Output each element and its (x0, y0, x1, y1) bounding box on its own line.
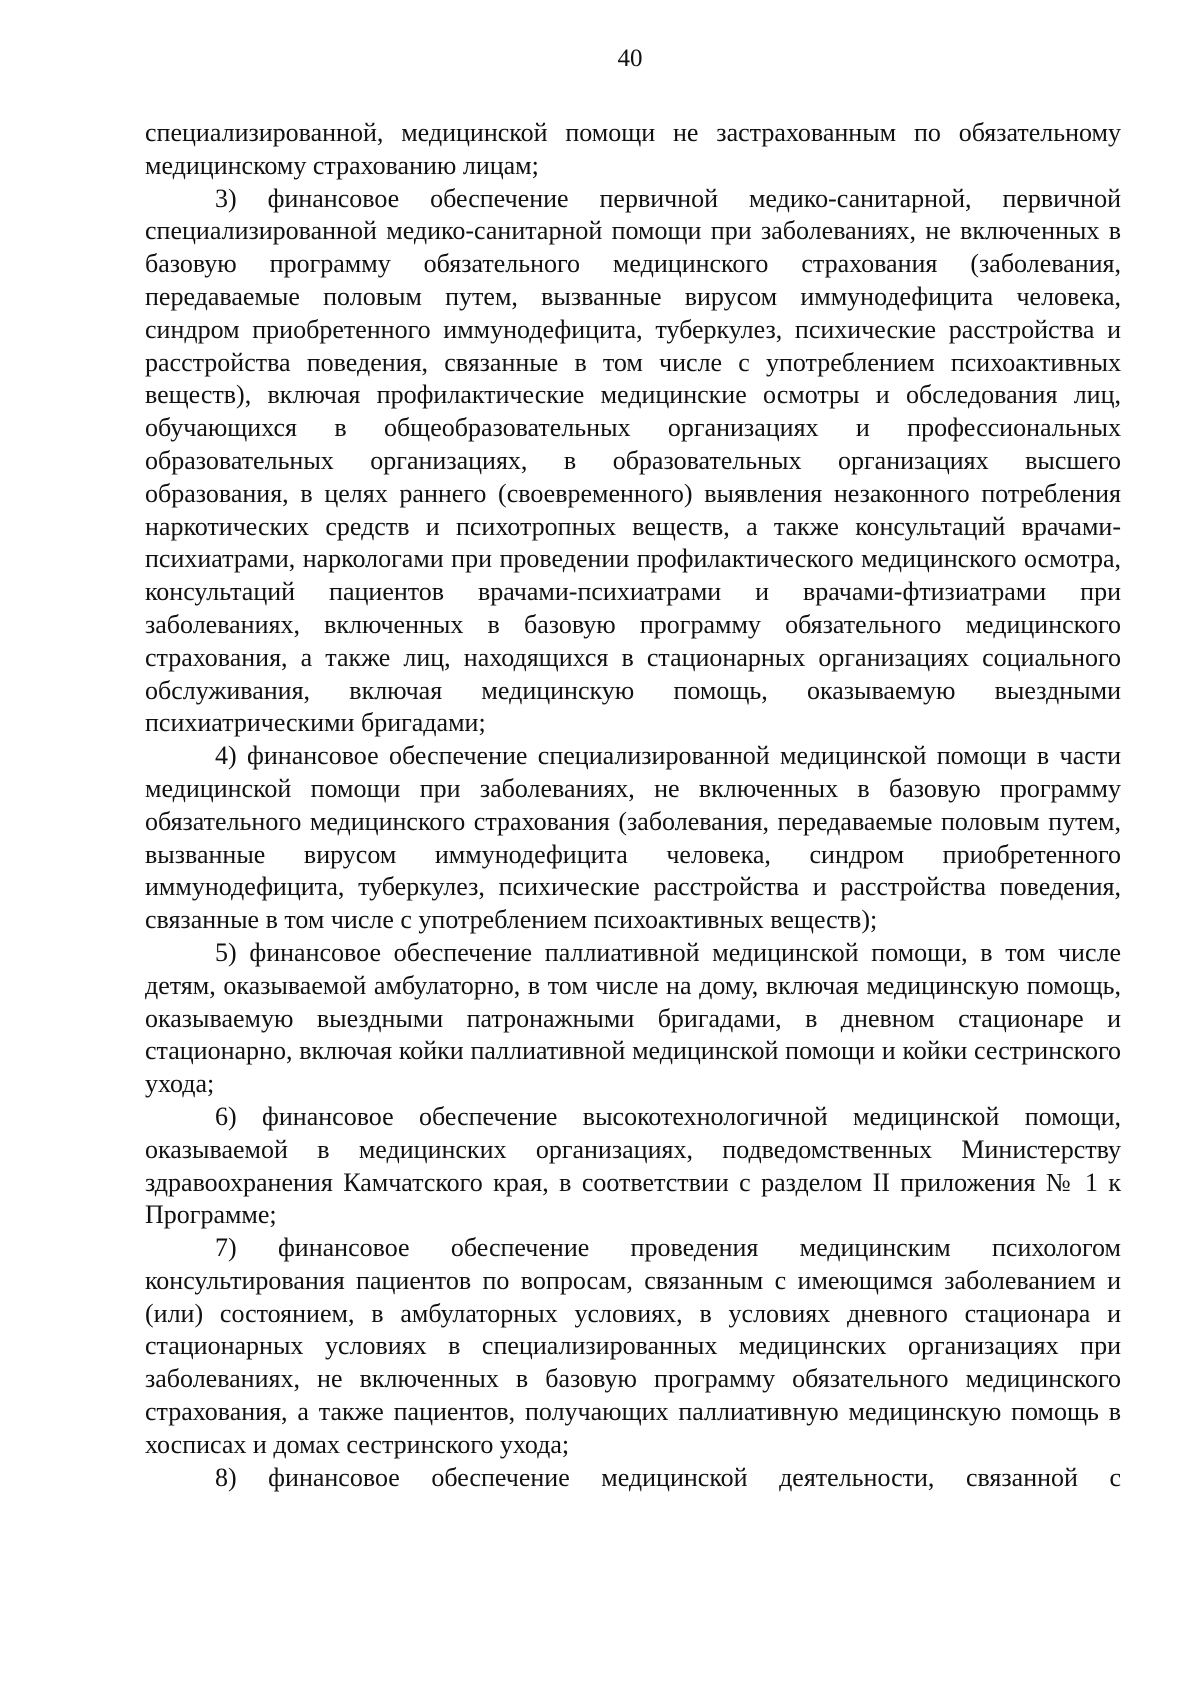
paragraph-item-7: 7) финансовое обеспечение проведения медицинским психологом консультирования пациентов по вопросам, связанным с имеющимся заболеванием и (или) состоянием, в амбулаторных условиях, в условиях дневного стационара и стационарных условиях в специализированных медицинских организациях при заболеваниях, не включенных в базовую программу обязательного медицинского страхования, а также пациентов, получающих паллиативную медицинскую помощь в хосписах и домах сестринского ухода; (145, 1233, 1121, 1459)
paragraph-item-6: 6) финансовое обеспечение высокотехнологичной медицинской помощи, оказываемой в медицинских организациях, подведомственных Министерству здравоохранения Камчатского края, в соответствии с разделом II приложения № 1 к Программе; (145, 1101, 1121, 1230)
page-number: 40 (617, 45, 643, 72)
document-body (145, 117, 1121, 1494)
paragraph-item-5: 5) финансовое обеспечение паллиативной медицинской помощи, в том числе детям, оказываемой амбулаторно, в том числе на дому, включая медицинскую помощь, оказываемую выездными патронажными бригадами, в дневном стационаре и стационарно, включая койки паллиативной медицинской помощи и койки сестринского ухода; (145, 937, 1121, 1099)
paragraph-item-8: 8) финансовое обеспечение медицинской деятельности, связанной с (215, 1462, 1121, 1492)
paragraph-continuation: специализированной, медицинской помощи не застрахованным по обязательному медицинскому страхованию лицам; (145, 118, 1121, 180)
paragraph-item-4: 4) финансовое обеспечение специализированной медицинской помощи в части медицинской помощи при заболеваниях, не включенных в базовую программу обязательного медицинского страхования (заболевания, передаваемые половым путем, вызванные вирусом иммунодефицита человека, синдром приобретенного иммунодефицита, туберкулез, психические расстройства и расстройства поведения, связанные в том числе с употреблением психоактивных веществ); (145, 741, 1121, 935)
paragraph-item-3: 3) финансовое обеспечение первичной медико-санитарной, первичной специализированной медико-санитарной помощи при заболеваниях, не включенных в базовую программу обязательного медицинского страхования (заболевания, передаваемые половым путем, вызванные вирусом иммунодефицита человека, синдром приобретенного иммунодефицита, туберкулез, психические расстройства и расстройства поведения, связанные в том числе с употреблением психоактивных веществ), включая профилактические медицинские осмотры и обследования лиц, обучающихся в общеобразовательных организациях и профессиональных образовательных организациях, в образовательных организациях высшего образования, в целях раннего (своевременного) выявления незаконного потребления наркотических средств и психотропных веществ, а также консультаций врачами-психиатрами, наркологами при проведении профилактического медицинского осмотра, консультаций пациентов врачами-психиатрами и врачами-фтизиатрами при заболеваниях, включенных в базовую программу обязательного медицинского страхования, а также лиц, находящихся в стационарных организациях социального обслуживания, включая медицинскую помощь, оказываемую выездными психиатрическими бригадами; (145, 183, 1121, 738)
